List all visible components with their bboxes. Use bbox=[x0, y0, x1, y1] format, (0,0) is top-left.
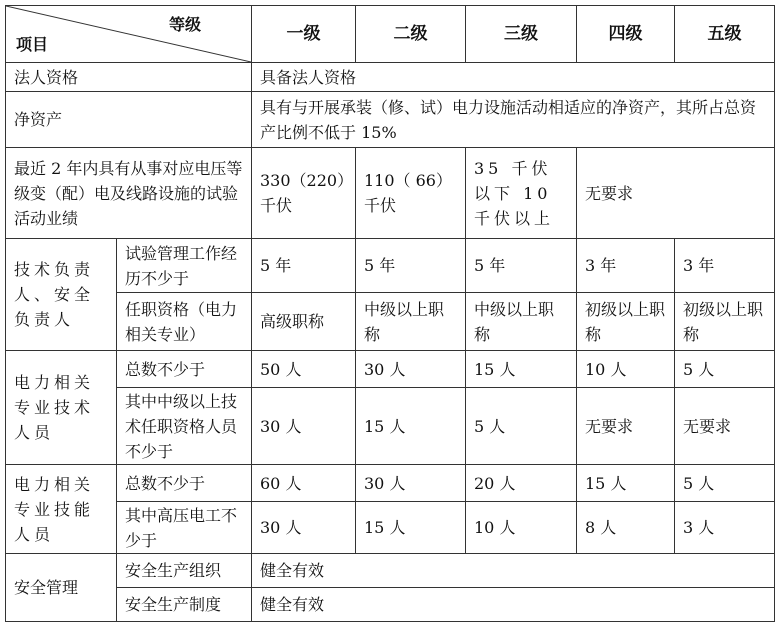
legal-person-value: 具备法人资格 bbox=[252, 63, 775, 92]
qualification-level-4: 初级以上职称 bbox=[577, 293, 675, 351]
skill-staff-hv-row bbox=[6, 502, 775, 554]
leader-experience-row bbox=[6, 239, 775, 293]
skill-staff-label: 电力相关专业技能人员 bbox=[6, 465, 117, 554]
item-header-label: 项目 bbox=[16, 35, 49, 54]
skill-total-level-5: 5 人 bbox=[675, 465, 775, 502]
level-1-header: 一级 bbox=[252, 6, 356, 63]
safety-label: 安全管理 bbox=[6, 554, 117, 622]
tech-staff-mid-row bbox=[6, 388, 775, 465]
tech-mid-level-2: 15 人 bbox=[356, 388, 466, 465]
performance-level-4-5: 无要求 bbox=[577, 148, 775, 239]
safety-org-value: 健全有效 bbox=[252, 554, 775, 588]
safety-system-row bbox=[6, 588, 775, 622]
level-4-header: 四级 bbox=[577, 6, 675, 63]
performance-level-3: 35 千伏 以下 10 千伏以上 bbox=[466, 148, 577, 239]
level-2-header: 二级 bbox=[356, 6, 466, 63]
experience-level-5: 3 年 bbox=[675, 239, 775, 293]
performance-level-2: 110（ 66）千伏 bbox=[356, 148, 466, 239]
legal-person-row bbox=[6, 63, 775, 92]
tech-mid-level-4: 无要求 bbox=[577, 388, 675, 465]
performance-label: 最近 2 年内具有从事对应电压等级变（配）电及线路设施的试验活动业绩 bbox=[6, 148, 252, 239]
qualification-standards-table bbox=[5, 5, 775, 622]
skill-total-label: 总数不少于 bbox=[117, 465, 252, 502]
tech-total-level-4: 10 人 bbox=[577, 351, 675, 388]
performance-level-1: 330（220）千伏 bbox=[252, 148, 356, 239]
header-row bbox=[6, 6, 775, 63]
experience-level-4: 3 年 bbox=[577, 239, 675, 293]
qualification-level-2: 中级以上职称 bbox=[356, 293, 466, 351]
skill-hv-level-2: 15 人 bbox=[356, 502, 466, 554]
legal-person-label: 法人资格 bbox=[6, 63, 252, 92]
experience-level-1: 5 年 bbox=[252, 239, 356, 293]
safety-system-label: 安全生产制度 bbox=[117, 588, 252, 622]
tech-total-level-5: 5 人 bbox=[675, 351, 775, 388]
qualification-level-3: 中级以上职称 bbox=[466, 293, 577, 351]
level-header-label: 等级 bbox=[168, 15, 201, 34]
skill-hv-level-3: 10 人 bbox=[466, 502, 577, 554]
experience-level-2: 5 年 bbox=[356, 239, 466, 293]
skill-total-level-4: 15 人 bbox=[577, 465, 675, 502]
tech-mid-label: 其中中级以上技术任职资格人员不少于 bbox=[117, 388, 252, 465]
qualification-level-5: 初级以上职称 bbox=[675, 293, 775, 351]
tech-mid-level-3: 5 人 bbox=[466, 388, 577, 465]
level-5-header: 五级 bbox=[675, 6, 775, 63]
safety-org-label: 安全生产组织 bbox=[117, 554, 252, 588]
diagonal-header-cell bbox=[6, 6, 252, 63]
tech-total-level-3: 15 人 bbox=[466, 351, 577, 388]
safety-org-row bbox=[6, 554, 775, 588]
leader-qualification-row bbox=[6, 293, 775, 351]
skill-staff-total-row bbox=[6, 465, 775, 502]
skill-hv-label: 其中高压电工不少于 bbox=[117, 502, 252, 554]
skill-total-level-1: 60 人 bbox=[252, 465, 356, 502]
tech-total-level-2: 30 人 bbox=[356, 351, 466, 388]
tech-total-label: 总数不少于 bbox=[117, 351, 252, 388]
experience-level-3: 5 年 bbox=[466, 239, 577, 293]
skill-hv-level-5: 3 人 bbox=[675, 502, 775, 554]
level-3-header: 三级 bbox=[466, 6, 577, 63]
tech-mid-level-5: 无要求 bbox=[675, 388, 775, 465]
leaders-label: 技术负责人、安全负责人 bbox=[6, 239, 117, 351]
tech-staff-label: 电力相关专业技术人员 bbox=[6, 351, 117, 465]
performance-row bbox=[6, 148, 775, 239]
tech-staff-total-row bbox=[6, 351, 775, 388]
net-assets-value: 具有与开展承装（修、试）电力设施活动相适应的净资产，其所占总资产比例不低于 15% bbox=[252, 92, 775, 148]
qualification-level-1: 高级职称 bbox=[252, 293, 356, 351]
tech-mid-level-1: 30 人 bbox=[252, 388, 356, 465]
tech-total-level-1: 50 人 bbox=[252, 351, 356, 388]
experience-label: 试验管理工作经历不少于 bbox=[117, 239, 252, 293]
safety-system-value: 健全有效 bbox=[252, 588, 775, 622]
net-assets-row bbox=[6, 92, 775, 148]
skill-total-level-2: 30 人 bbox=[356, 465, 466, 502]
net-assets-label: 净资产 bbox=[6, 92, 252, 148]
qualification-label: 任职资格（电力相关专业） bbox=[117, 293, 252, 351]
skill-total-level-3: 20 人 bbox=[466, 465, 577, 502]
skill-hv-level-1: 30 人 bbox=[252, 502, 356, 554]
skill-hv-level-4: 8 人 bbox=[577, 502, 675, 554]
